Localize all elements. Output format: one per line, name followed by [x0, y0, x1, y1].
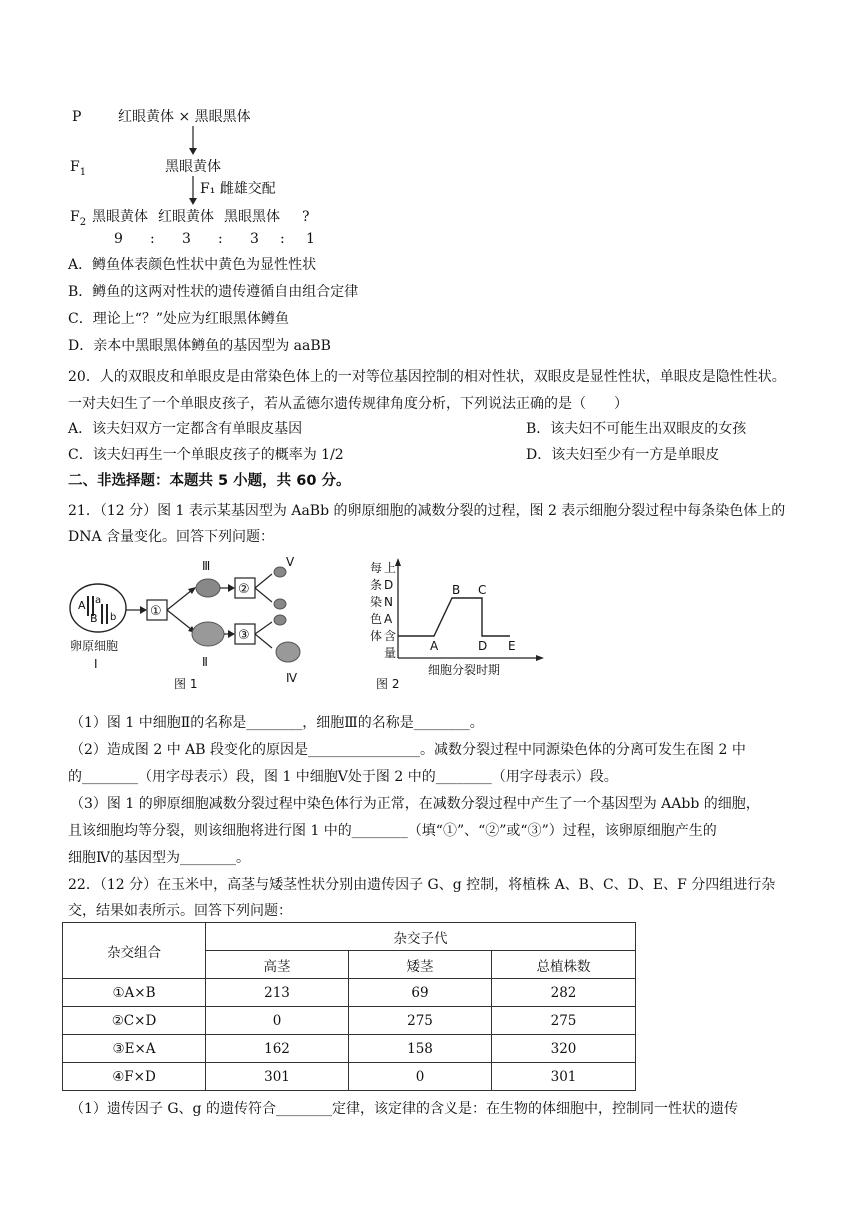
table-header: 杂交子代 [206, 923, 636, 951]
point-label: D [478, 639, 488, 653]
f2-phenotype: 红眼黄体 [158, 209, 214, 225]
dna-curve [398, 598, 510, 636]
arrow-down-icon [186, 126, 200, 156]
table-row [63, 1007, 636, 1035]
step-label: ② [238, 582, 250, 597]
cell-numeral: Ⅱ [202, 655, 208, 669]
table-cell: 158 [349, 1035, 492, 1063]
table-cell: 213 [206, 979, 349, 1007]
cell-ii [192, 622, 224, 646]
cell-numeral: Ⅳ [286, 671, 298, 685]
table-cell: 275 [349, 1007, 492, 1035]
gene-label: B [90, 612, 98, 625]
figure-caption: 图 2 [376, 677, 400, 691]
q21-sub3c: 细胞Ⅳ的基因型为________。 [68, 850, 250, 866]
f2-ratio: 1 [306, 231, 315, 247]
table-cell: 69 [349, 979, 492, 1007]
x-axis-label: 细胞分裂时期 [428, 663, 501, 677]
gene-label: a [95, 595, 102, 606]
table-cell: 282 [492, 979, 636, 1007]
q20-option-a: A．该夫妇双方一定都含有单眼皮基因 [68, 421, 303, 437]
q22-sub1: （1）遗传因子 G、g 的遗传符合________定律，该定律的含义是：在生物的体细胞中，控制同一性状的遗传 [70, 1101, 738, 1117]
step-label: ① [150, 604, 162, 619]
q20-stem: 20．人的双眼皮和单眼皮是由常染色体上的一对等位基因控制的相对性状，双眼皮是显性性状，单眼皮是隐性性状。一对夫妇生了一个单眼皮孩子，若从孟德尔遗传规律角度分析，下列说法正确的是（ ） [68, 369, 786, 412]
f2-ratio: : [280, 231, 285, 247]
point-label: B [452, 583, 461, 597]
table-row [63, 1035, 636, 1063]
p-cross: 红眼黄体 × 黑眼黑体 [118, 109, 251, 125]
table-cell: 320 [492, 1035, 636, 1063]
q21-sub3b: 且该细胞均等分裂，则该细胞将进行图 1 中的________（填“①”、“②”或“③”）过程，该卵原细胞产生的 [68, 823, 717, 839]
table-header: 高茎 [206, 951, 349, 979]
oogonium-label: 卵原细胞 [70, 639, 119, 653]
q22-stem: 22．（12 分）在玉米中，高茎与矮茎性状分别由遗传因子 G、g 控制，将植株 A、B、C、D、E、F 分四组进行杂交，结果如表所示。回答下列问题： [68, 877, 776, 919]
q21-sub1: （1）图 1 中细胞Ⅱ的名称是________，细胞Ⅲ的名称是________。 [70, 715, 484, 731]
gene-label: b [110, 612, 117, 623]
q19-option-b: B．鳟鱼的这两对性状的遗传遵循自由组合定律 [68, 284, 359, 300]
q19-option-a: A．鳟鱼体表颜色性状中黄色为显性性状 [68, 257, 317, 273]
q21-sub2b: 的________（用字母表示）段，图 1 中细胞Ⅴ处于图 2 中的________（用字母表示）段。 [68, 769, 618, 785]
table-cell: 0 [349, 1063, 492, 1091]
table-cell: ③E×A [63, 1035, 206, 1063]
table-cell: 301 [206, 1063, 349, 1091]
q21-sub3a: （3）图 1 的卵原细胞减数分裂过程中染色体行为正常，在减数分裂过程中产生了一个基因型为 AAbb 的细胞， [70, 796, 760, 812]
point-label: C [478, 583, 487, 597]
cell-numeral: Ⅲ [202, 559, 211, 573]
q19-option-c: C．理论上“？”处应为红眼黑体鳟鱼 [68, 311, 290, 327]
figure-2-dna-content-graph [368, 556, 548, 696]
arrow-down-icon [186, 176, 200, 206]
figure-caption: 图 1 [174, 677, 198, 691]
f1-label: $F_1$ [70, 159, 87, 178]
gene-label: A [78, 599, 86, 612]
f2-phenotype: ? [302, 209, 310, 225]
table-header: 杂交组合 [63, 923, 206, 979]
point-label: E [508, 639, 516, 653]
f1-phenotype: 黑眼黄体 [165, 159, 221, 175]
figure-1-meiosis-diagram [66, 556, 356, 696]
cell-numeral: Ⅴ [286, 556, 295, 569]
f2-ratio: 3 [182, 231, 191, 247]
table-cell: ①A×B [63, 979, 206, 1007]
cell-iv [276, 642, 300, 662]
f2-ratio: : [150, 231, 155, 247]
point-label: A [430, 639, 439, 653]
f2-label: $F_2$ [70, 209, 87, 228]
step-label: ③ [238, 628, 250, 643]
f1-cross-note: F₁ 雌雄交配 [200, 181, 276, 197]
q20-option-b: B．该夫妇不可能生出双眼皮的女孩 [526, 421, 747, 437]
q21-sub2a: （2）造成图 2 中 AB 段变化的原因是________________。减数分裂过程中同源染色体的分离可发生在图 2 中 [70, 742, 746, 758]
table-cell: 275 [492, 1007, 636, 1035]
cell-numeral: Ⅰ [94, 657, 98, 671]
table-row [63, 979, 636, 1007]
table-cell: ④F×D [63, 1063, 206, 1091]
table-cell: 301 [492, 1063, 636, 1091]
section-title: 二、非选择题：本题共 5 小题，共 60 分。 [68, 473, 351, 489]
f2-ratio: : [218, 231, 223, 247]
cell-iii [196, 579, 220, 597]
table-row [63, 1063, 636, 1091]
table-cell: 0 [206, 1007, 349, 1035]
table-cell: ②C×D [63, 1007, 206, 1035]
p-label: P [72, 109, 82, 125]
f2-ratio: 9 [114, 231, 123, 247]
q21-stem: 21．（12 分）图 1 表示某基因型为 AaBb 的卵原细胞的减数分裂的过程，图 2 表示细胞分裂过程中每条染色体上的 DNA 含量变化。回答下列问题： [68, 503, 786, 545]
table-header: 总植株数 [492, 951, 636, 979]
y-axis-label: 每条染色体上 D N A 含量 [370, 561, 397, 660]
q19-option-d: D．亲本中黑眼黑体鳟鱼的基因型为 aaBB [68, 338, 331, 354]
table-header: 矮茎 [349, 951, 492, 979]
cross-result-table [62, 922, 636, 1091]
q20-option-d: D．该夫妇至少有一方是单眼皮 [526, 447, 720, 463]
f2-ratio: 3 [250, 231, 259, 247]
table-cell: 162 [206, 1035, 349, 1063]
f2-phenotype: 黑眼黑体 [224, 209, 280, 225]
f2-phenotype: 黑眼黄体 [92, 209, 148, 225]
q20-option-c: C．该夫妇再生一个单眼皮孩子的概率为 1/2 [68, 447, 344, 463]
